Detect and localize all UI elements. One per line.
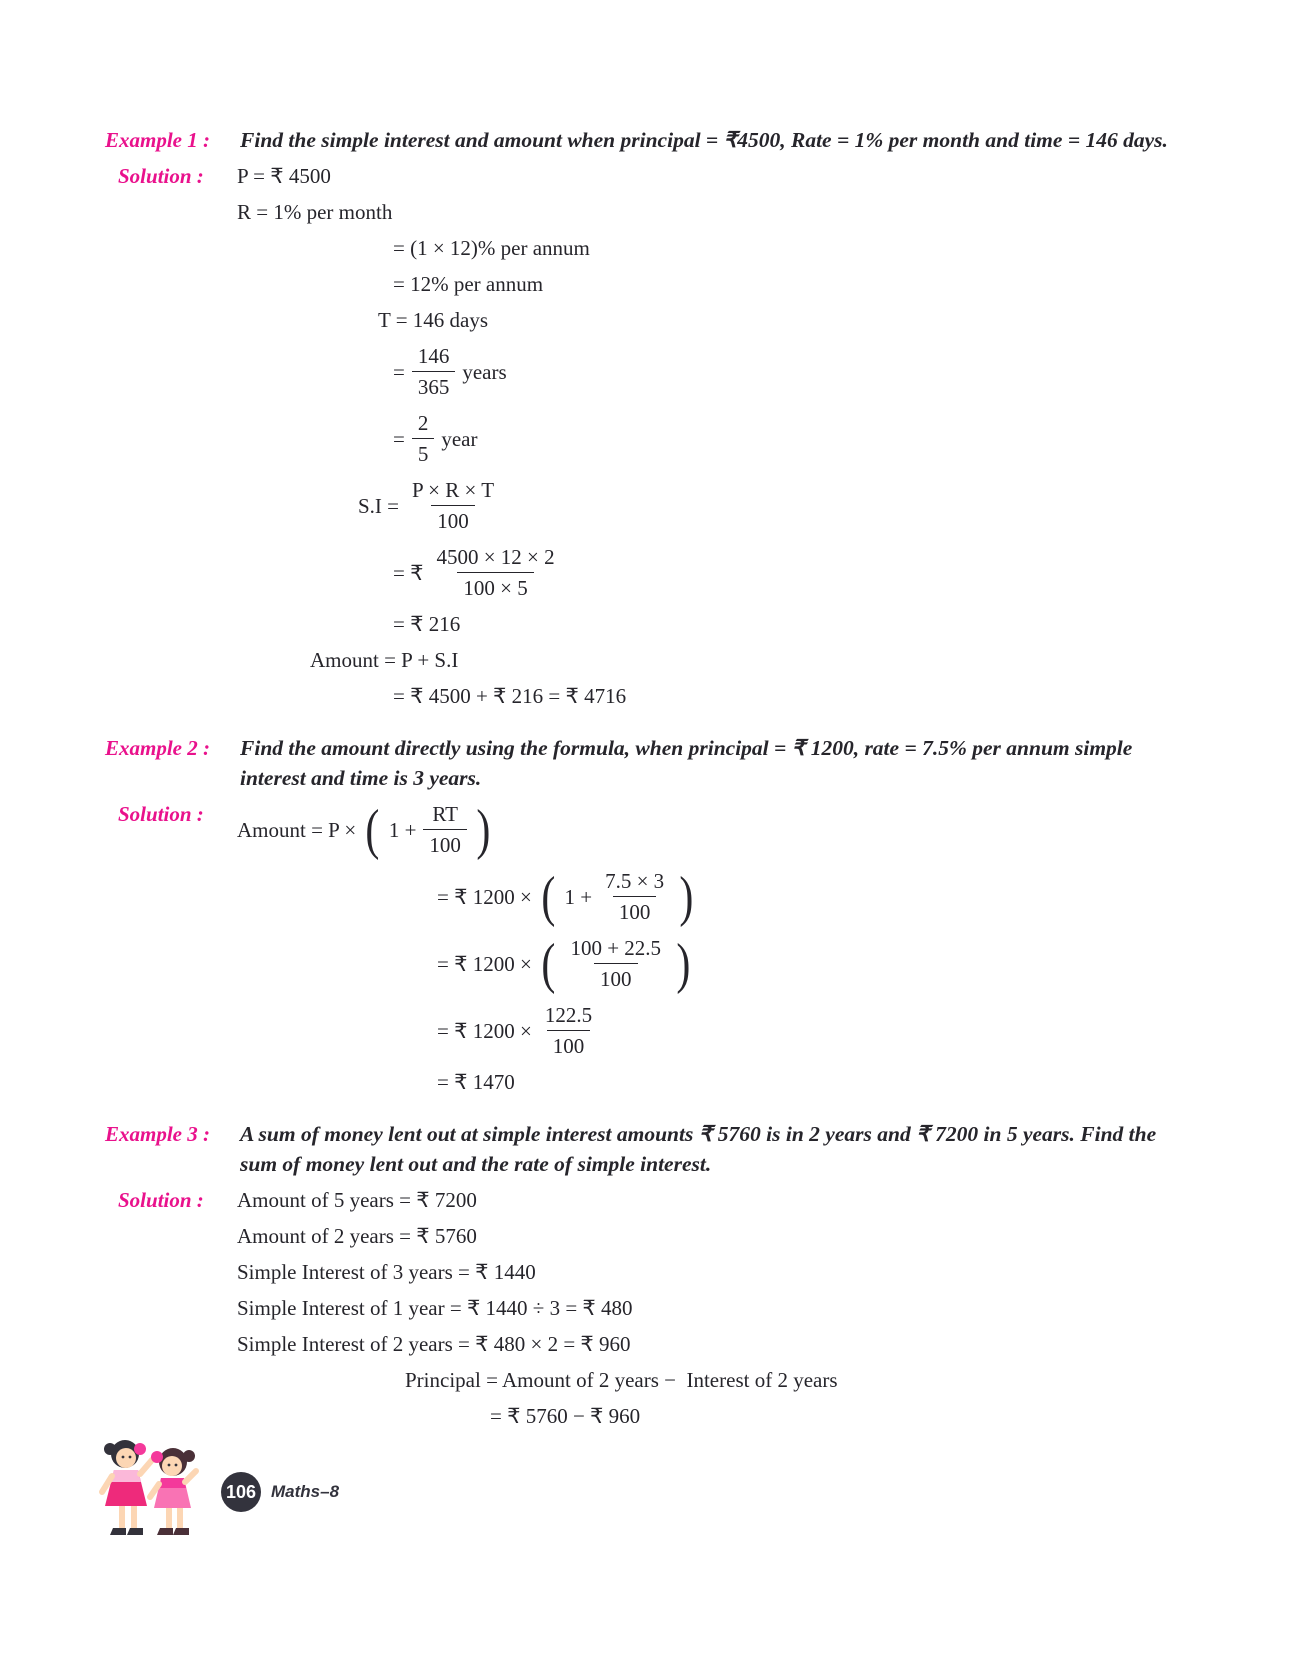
math-text: Amount = P × xyxy=(237,817,357,842)
example-3-solution xyxy=(105,1187,1176,1439)
solution-1-content xyxy=(237,163,1176,719)
solution-2-label: Solution : xyxy=(118,802,204,826)
numerator: 100 + 22.5 xyxy=(570,936,662,960)
math-line xyxy=(437,865,1176,928)
close-paren: ) xyxy=(676,932,691,995)
solution-2-content xyxy=(237,798,1176,1105)
denominator: 100 × 5 xyxy=(457,572,533,601)
fraction xyxy=(412,343,456,400)
numerator: 2 xyxy=(417,411,429,435)
fraction xyxy=(599,868,670,925)
math-line xyxy=(237,798,1176,861)
math-text: = ₹ xyxy=(393,560,424,585)
math-line xyxy=(237,1187,1176,1213)
math-text: Simple Interest of 3 years = ₹ 1440 xyxy=(237,1260,536,1284)
math-text: R = 1% per month xyxy=(237,200,393,224)
math-line xyxy=(310,647,1176,673)
fraction xyxy=(564,935,667,992)
denominator: 100 xyxy=(547,1030,591,1059)
math-line xyxy=(437,1069,1176,1095)
math-text: = xyxy=(393,426,405,451)
open-paren: ( xyxy=(541,932,556,995)
math-text: = ₹ 1200 × xyxy=(437,951,532,976)
example-2-solution xyxy=(105,798,1176,1105)
math-line xyxy=(358,477,1176,534)
math-line xyxy=(405,1367,1176,1393)
fraction xyxy=(412,410,435,467)
denominator: 100 xyxy=(431,505,475,534)
math-text: S.I = xyxy=(358,493,400,518)
example-3-problem: A sum of money lent out at simple interest amounts ₹ 5760 is in 2 years and ₹ 7200 in 5 years. Find the sum of money lent out and the rate of simple interest. xyxy=(240,1122,1157,1176)
math-line xyxy=(237,163,1176,189)
numerator: 122.5 xyxy=(544,1003,593,1027)
numerator: 4500 × 12 × 2 xyxy=(436,545,555,569)
math-line xyxy=(237,1331,1176,1357)
math-text: P = ₹ 4500 xyxy=(237,164,331,188)
example-2-problem: Find the amount directly using the formula, when principal = ₹ 1200, rate = 7.5% per annum simple interest and time is 3 years. xyxy=(240,736,1133,790)
math-line xyxy=(237,1259,1176,1285)
math-text: 1 + xyxy=(564,884,593,909)
fraction xyxy=(539,1002,598,1059)
open-paren: ( xyxy=(541,865,556,928)
math-text: Amount of 5 years = ₹ 7200 xyxy=(237,1188,477,1212)
solution-3-label: Solution : xyxy=(118,1188,204,1212)
denominator: 365 xyxy=(412,371,456,400)
math-text: years xyxy=(462,359,507,384)
example-1-solution xyxy=(105,163,1176,719)
math-text: = ₹ 1200 × xyxy=(437,884,532,909)
math-line xyxy=(237,1223,1176,1249)
math-line xyxy=(237,1295,1176,1321)
fraction xyxy=(423,801,467,858)
math-text: Simple Interest of 2 years = ₹ 480 × 2 = ₹ 960 xyxy=(237,1332,631,1356)
math-text: year xyxy=(441,426,478,451)
math-text: Amount of 2 years = ₹ 5760 xyxy=(237,1224,477,1248)
math-line xyxy=(437,932,1176,995)
close-paren: ) xyxy=(476,798,491,861)
denominator: 100 xyxy=(594,963,638,992)
math-line xyxy=(393,683,1176,709)
page-number-badge xyxy=(221,1472,261,1512)
math-text: = ₹ 216 xyxy=(393,612,461,636)
denominator: 5 xyxy=(412,438,435,467)
example-1-problem: Find the simple interest and amount when principal = ₹4500, Rate = 1% per month and time = 146 days. xyxy=(240,128,1168,152)
math-line xyxy=(237,199,1176,225)
close-paren: ) xyxy=(679,865,694,928)
example-2-label: Example 2 : xyxy=(105,736,210,760)
math-text: = ₹ 1470 xyxy=(437,1070,515,1094)
math-text: = ₹ 1200 × xyxy=(437,1018,532,1043)
page-number: 106 xyxy=(225,1481,257,1502)
page-footer xyxy=(95,1430,339,1556)
book-title: Maths–8 xyxy=(271,1482,340,1501)
denominator: 100 xyxy=(423,829,467,858)
numerator: RT xyxy=(432,802,458,826)
fraction xyxy=(430,544,560,601)
solution-3-content xyxy=(237,1187,1176,1439)
example-1-head xyxy=(105,125,1176,155)
math-line xyxy=(393,611,1176,637)
math-line xyxy=(393,235,1176,261)
math-line xyxy=(393,410,1176,467)
math-line xyxy=(490,1403,1176,1429)
example-3-block xyxy=(105,1119,1176,1439)
math-text: = ₹ 4500 + ₹ 216 = ₹ 4716 xyxy=(393,684,627,708)
fraction xyxy=(406,477,500,534)
math-text: = xyxy=(393,359,405,384)
example-3-head xyxy=(105,1119,1176,1179)
example-3-label: Example 3 : xyxy=(105,1122,210,1146)
open-paren: ( xyxy=(365,798,380,861)
solution-1-label: Solution : xyxy=(118,164,204,188)
math-text: 1 + xyxy=(388,817,417,842)
example-1-block xyxy=(105,125,1176,719)
math-text: Simple Interest of 1 year = ₹ 1440 ÷ 3 = ₹ 480 xyxy=(237,1296,633,1320)
kids-illustration xyxy=(95,1430,207,1556)
math-line xyxy=(378,307,1176,333)
numerator: P × R × T xyxy=(412,478,495,502)
math-text: = ₹ 5760 − ₹ 960 xyxy=(490,1404,641,1428)
example-2-head xyxy=(105,733,1176,793)
math-text: T = 146 days xyxy=(378,308,489,332)
denominator: 100 xyxy=(613,896,657,925)
example-1-label: Example 1 : xyxy=(105,128,210,152)
math-text: = (1 × 12)% per annum xyxy=(393,236,590,260)
math-line xyxy=(437,1002,1176,1059)
math-text: Amount = P + S.I xyxy=(310,648,459,672)
math-line xyxy=(393,271,1176,297)
math-text: Principal = Amount of 2 years − Interest of 2 years xyxy=(405,1368,838,1392)
numerator: 146 xyxy=(417,344,450,368)
math-line xyxy=(393,343,1176,400)
math-text: = 12% per annum xyxy=(393,272,544,296)
math-line xyxy=(393,544,1176,601)
numerator: 7.5 × 3 xyxy=(605,869,665,893)
example-2-block xyxy=(105,733,1176,1105)
